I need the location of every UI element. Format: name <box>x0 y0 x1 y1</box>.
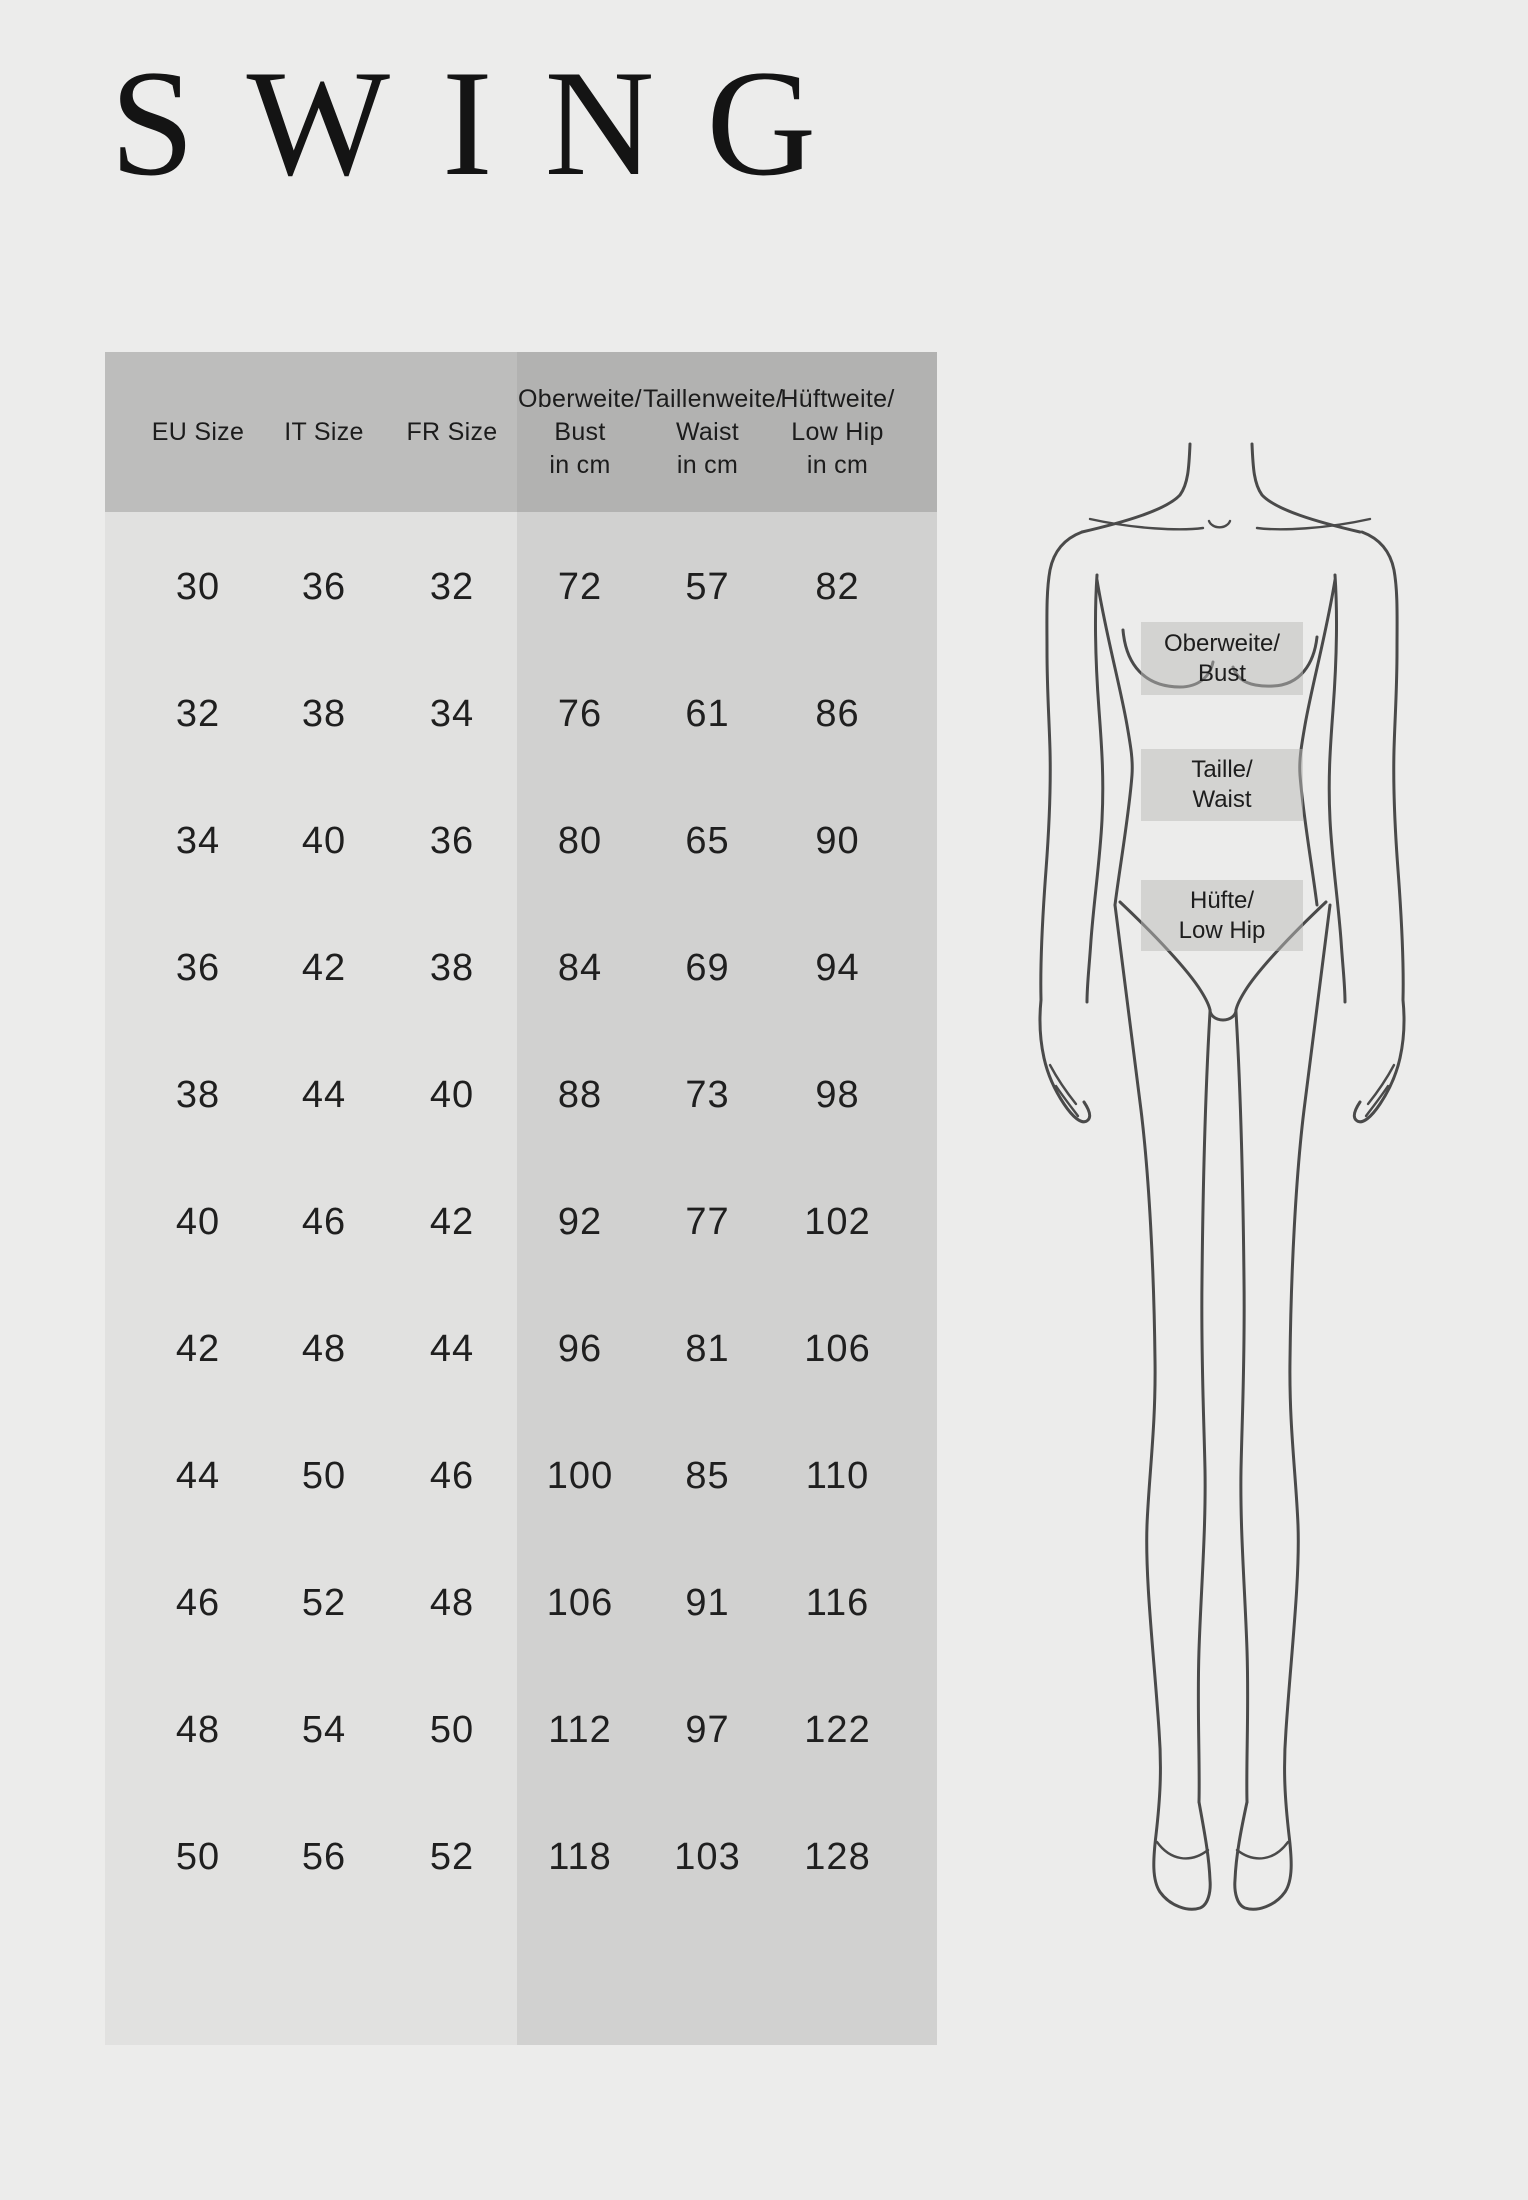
column-header-line: Oberweite/ <box>518 384 642 413</box>
column-header-waist <box>643 383 784 482</box>
size-cell: 36 <box>175 947 221 989</box>
size-cell: 103 <box>674 1836 741 1878</box>
size-cell: 57 <box>685 566 730 608</box>
figure-arm-inner-left <box>1087 575 1103 1002</box>
column-header-line: Low Hip <box>791 417 884 446</box>
figure-label-low-hip <box>1141 880 1303 951</box>
size-cell: 72 <box>557 566 603 608</box>
size-cell: 46 <box>429 1455 475 1497</box>
size-cell: 56 <box>301 1836 347 1878</box>
column-header-fr-size: FR Size <box>406 417 498 446</box>
size-cell: 36 <box>301 566 347 608</box>
size-cell: 30 <box>175 566 221 608</box>
figure-label-line: Waist <box>1192 786 1252 813</box>
table-row <box>105 905 937 1032</box>
size-cell: 86 <box>815 693 860 735</box>
size-cell: 100 <box>546 1455 614 1497</box>
size-cell: 98 <box>815 1074 860 1116</box>
table-row <box>105 1032 937 1159</box>
column-header-line: in cm <box>806 450 869 479</box>
column-header-low-hip <box>772 383 937 482</box>
size-table <box>105 352 937 2045</box>
size-cell: 52 <box>301 1582 347 1624</box>
column-header-eu-size: EU Size <box>151 417 245 446</box>
size-cell: 94 <box>815 947 860 989</box>
table-row <box>105 651 937 778</box>
size-cell: 44 <box>301 1074 347 1116</box>
size-cell: 44 <box>175 1455 221 1497</box>
column-header-line: Hüftweite/ <box>780 384 895 413</box>
figure-label-line: Taille/ <box>1191 756 1253 783</box>
size-cell: 42 <box>301 947 347 989</box>
size-cell: 32 <box>429 566 475 608</box>
size-cell: 112 <box>548 1709 612 1751</box>
size-cell: 82 <box>815 566 860 608</box>
table-row <box>105 1413 937 1540</box>
column-header-line: Waist <box>675 417 740 446</box>
table-row <box>105 1794 937 1921</box>
figure-label-line: Oberweite/ <box>1163 629 1281 657</box>
figure-toe-arc-left <box>1157 1842 1208 1858</box>
size-cell: 116 <box>805 1582 870 1624</box>
size-cell: 77 <box>685 1201 730 1243</box>
size-cell: 69 <box>685 947 730 989</box>
figure-label-waist <box>1141 749 1303 821</box>
figure-arm-inner-right <box>1329 575 1345 1002</box>
size-cell: 84 <box>557 947 603 989</box>
table-row <box>105 778 937 905</box>
table-row <box>105 1667 937 1794</box>
size-cell: 50 <box>301 1455 347 1497</box>
size-cell: 48 <box>175 1709 221 1751</box>
column-header-line: Bust <box>554 417 606 446</box>
size-cell: 52 <box>429 1836 475 1878</box>
size-cell: 44 <box>429 1328 475 1370</box>
size-cell: 85 <box>685 1455 730 1497</box>
figure-neck-right <box>1252 444 1360 532</box>
size-cell: 34 <box>175 820 221 862</box>
size-cell: 110 <box>805 1455 870 1497</box>
size-cell: 88 <box>557 1074 603 1116</box>
column-header-line: Taillenweite/ <box>643 384 784 413</box>
figure-neck-notch <box>1209 521 1230 527</box>
figure-label-line: Bust <box>1197 659 1247 687</box>
figure-leg-inner-left <box>1198 1012 1210 1802</box>
figure-leg-inner-right <box>1236 1012 1248 1802</box>
size-cell: 48 <box>429 1582 475 1624</box>
size-cell: 54 <box>301 1709 347 1751</box>
figure-arm-outer-left <box>1040 532 1090 1122</box>
size-cell: 106 <box>546 1582 614 1624</box>
size-cell: 106 <box>804 1328 871 1370</box>
size-cell: 73 <box>685 1074 730 1116</box>
table-row <box>105 1286 937 1413</box>
figure-label-line: Low Hip <box>1178 916 1266 944</box>
figure-arm-outer-right <box>1354 532 1404 1122</box>
size-cell: 40 <box>301 820 347 862</box>
column-header-line: in cm <box>676 450 739 479</box>
figure-label-bust <box>1141 622 1303 695</box>
column-header-it-size: IT Size <box>284 417 364 446</box>
figure-neck-left <box>1082 444 1190 532</box>
size-cell: 36 <box>429 820 475 862</box>
table-header <box>105 352 937 512</box>
figure-bikini-bottom <box>1210 1010 1236 1020</box>
size-cell: 38 <box>175 1074 221 1116</box>
size-cell: 90 <box>815 820 860 862</box>
size-table-body <box>105 512 937 2045</box>
size-cell: 92 <box>557 1201 603 1243</box>
size-cell: 128 <box>804 1836 871 1878</box>
figure-toe-arc-right <box>1237 1842 1288 1858</box>
brand-logo: SWING <box>110 39 869 207</box>
column-header-bust <box>517 383 643 482</box>
size-cell: 40 <box>429 1074 475 1116</box>
size-cell: 42 <box>429 1201 475 1243</box>
size-cell: 50 <box>429 1709 475 1751</box>
size-cell: 46 <box>301 1201 347 1243</box>
column-header-line: in cm <box>549 450 611 479</box>
size-cell: 76 <box>557 693 603 735</box>
size-cell: 34 <box>429 693 475 735</box>
size-cell: 96 <box>557 1328 603 1370</box>
table-row <box>105 1159 937 1286</box>
size-cell: 46 <box>175 1582 221 1624</box>
size-cell: 50 <box>175 1836 221 1878</box>
table-row <box>105 524 937 651</box>
size-cell: 91 <box>685 1582 730 1624</box>
size-cell: 81 <box>685 1328 730 1370</box>
figure-leg-outer-left <box>1115 905 1210 1909</box>
size-cell: 102 <box>804 1201 871 1243</box>
figure-clavicle-left <box>1090 519 1203 529</box>
size-cell: 38 <box>301 693 347 735</box>
size-cell: 48 <box>301 1328 347 1370</box>
size-cell: 80 <box>557 820 603 862</box>
size-cell: 97 <box>685 1709 730 1751</box>
table-row <box>105 1540 937 1667</box>
size-cell: 118 <box>548 1836 612 1878</box>
size-cell: 40 <box>175 1201 221 1243</box>
size-cell: 61 <box>685 693 730 735</box>
figure-leg-outer-right <box>1235 905 1330 1909</box>
size-cell: 122 <box>804 1709 871 1751</box>
size-cell: 42 <box>175 1328 221 1370</box>
size-cell: 32 <box>175 693 221 735</box>
figure-label-line: Hüfte/ <box>1189 886 1255 914</box>
size-cell: 65 <box>685 820 730 862</box>
size-cell: 38 <box>429 947 475 989</box>
